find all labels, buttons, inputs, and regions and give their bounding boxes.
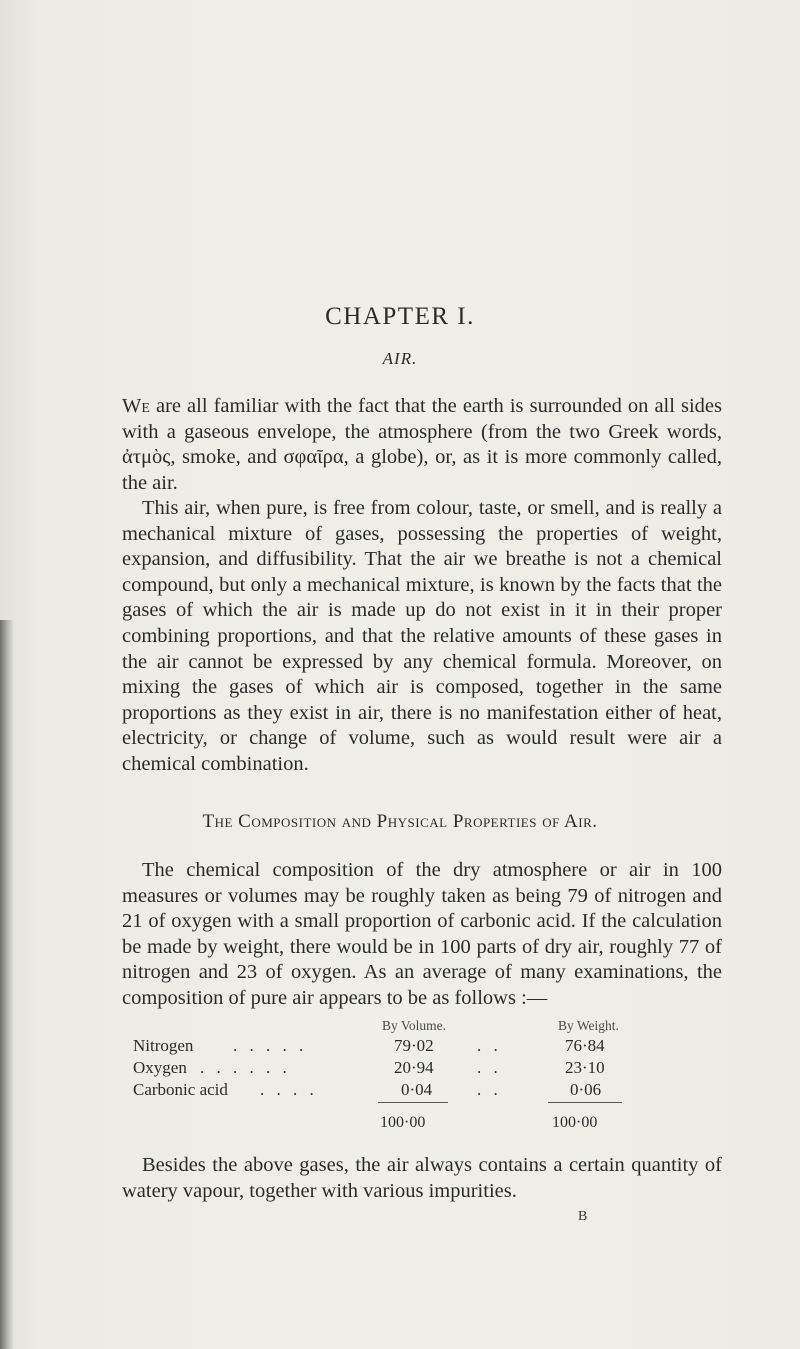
paragraph-composition-text: The chemical composition of the dry atmosphere or air in 100 measures or volumes may be roughly taken as being 79 of nitrogen and 21 of oxygen with a small proportion of carbonic acid. If the calculation be made by weight, there would be in 100 parts of dry air, roughly 77 of nitrogen and 23 of oxygen. As an average of many examinations, the composition of pure air appears to be as follows :— bbox=[122, 859, 722, 1009]
row-gas-name: Carbonic acid bbox=[133, 1080, 228, 1099]
paragraph-composition bbox=[122, 858, 722, 1012]
sum-rule-volume bbox=[378, 1102, 448, 1103]
table-row bbox=[0, 1058, 800, 1080]
column-header-volume: By Volume. bbox=[382, 1018, 447, 1033]
total-weight: 100·00 bbox=[552, 1114, 598, 1131]
sum-rule-weight bbox=[548, 1102, 622, 1103]
paragraph-intro-text: are all familiar with the fact that the earth is surrounded on all sides with a gaseous envelope, the atmosphere (from the two Greek words, ἀτμὸς, smoke, and σφαῖρα, a globe), or, as it is more commonly called, the air. bbox=[122, 395, 722, 494]
row-gas-name: Oxygen bbox=[133, 1058, 187, 1077]
paragraph-air-properties bbox=[122, 496, 722, 778]
table-row bbox=[0, 1036, 800, 1058]
row-weight-value: 0·06 bbox=[570, 1080, 602, 1099]
chapter-subtitle: AIR. bbox=[382, 349, 418, 368]
composition-table bbox=[0, 1018, 800, 1138]
section-heading: The Composition and Physical Properties of Air. bbox=[202, 811, 598, 832]
row-volume-value: 20·94 bbox=[394, 1058, 434, 1077]
table-row bbox=[0, 1080, 800, 1102]
paragraph-impurities bbox=[122, 1153, 722, 1204]
leader-dots: . . bbox=[477, 1080, 502, 1099]
column-header-weight: By Weight. bbox=[558, 1018, 619, 1033]
row-volume-value: 0·04 bbox=[401, 1080, 433, 1099]
paragraph-lead-word: We bbox=[122, 395, 150, 417]
row-weight-value: 76·84 bbox=[565, 1036, 605, 1055]
row-weight-value: 23·10 bbox=[565, 1058, 605, 1077]
chapter-title: CHAPTER I. bbox=[325, 303, 475, 330]
total-volume: 100·00 bbox=[380, 1114, 426, 1131]
row-volume-value: 79·02 bbox=[394, 1036, 434, 1055]
paragraph-air-properties-text: This air, when pure, is free from colour, taste, or smell, and is really a mechanical mixture of gases, possessing the properties of weight, expansion, and diffusibility. That the air we breathe is not a chemical compound, but only a mechanical mixture, is known by the facts that the gases of which the air is made up do not exist in it in their proper combining proportions, and that the relative amounts of these gases in the air cannot be expressed by any chemical formula. Moreover, on mixing the gases of which air is composed, together in the same proportions as they exist in air, there is no manifestation either of heat, electricity, or change of volume, such as would result were air a chemical combination. bbox=[122, 497, 722, 775]
paragraph-intro bbox=[122, 394, 722, 496]
leader-dots: . . . . . . bbox=[200, 1058, 291, 1077]
signature-mark: B bbox=[578, 1209, 588, 1224]
paragraph-impurities-text: Besides the above gases, the air always contains a certain quantity of watery vapour, together with various impurities. bbox=[122, 1154, 722, 1202]
leader-dots: . . bbox=[477, 1058, 502, 1077]
leader-dots: . . . . . bbox=[233, 1036, 308, 1055]
row-gas-name: Nitrogen bbox=[133, 1036, 194, 1055]
leader-dots: . . bbox=[477, 1036, 502, 1055]
leader-dots: . . . . bbox=[260, 1080, 318, 1099]
